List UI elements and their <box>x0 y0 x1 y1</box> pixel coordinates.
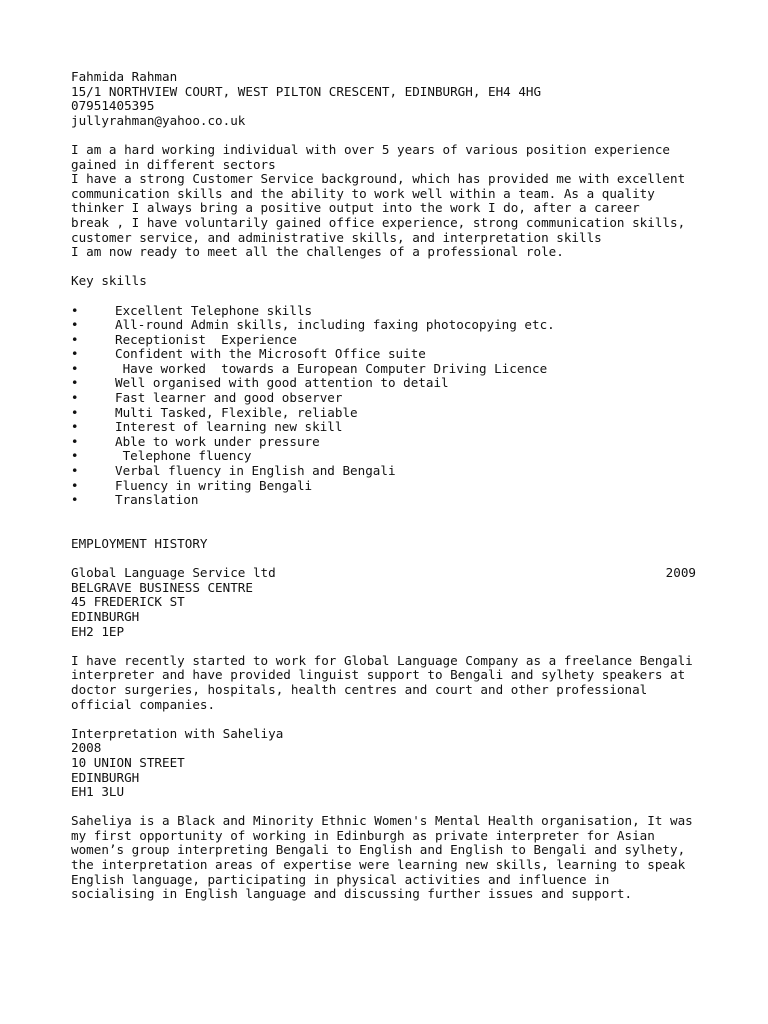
bullet-icon: • <box>71 404 79 420</box>
list-item <box>71 333 696 348</box>
employer-address-line: EDINBURGH <box>71 769 140 785</box>
bullet-icon: • <box>71 346 79 362</box>
profile-line: I am now ready to meet all the challenges of a professional role. <box>71 244 564 260</box>
bullet-icon: • <box>71 375 79 391</box>
bullet-icon: • <box>71 317 79 333</box>
skill-text: Receptionist Experience <box>115 331 297 347</box>
list-item <box>71 362 696 377</box>
profile-summary <box>71 143 696 260</box>
bullet-icon: • <box>71 302 79 318</box>
employer-address-line: EDINBURGH <box>71 608 140 624</box>
list-item <box>71 420 696 435</box>
skill-text: Excellent Telephone skills <box>115 302 313 318</box>
list-item <box>71 479 696 494</box>
bullet-icon: • <box>71 390 79 406</box>
skill-text: All-round Admin skills, including faxing photocopying etc. <box>115 317 555 333</box>
list-item <box>71 449 696 464</box>
employer-address-line: BELGRAVE BUSINESS CENTRE <box>71 579 253 595</box>
bullet-icon: • <box>71 448 79 464</box>
job-description-line: doctor surgeries, hospitals, health centres and court and other professional <box>71 681 648 697</box>
skill-text: Able to work under pressure <box>115 433 320 449</box>
employer-address-line: EH1 3LU <box>71 784 125 800</box>
list-item <box>71 318 696 333</box>
profile-line: I am a hard working individual with over 5 years of various position experience <box>71 141 670 157</box>
skill-text: Have worked towards a European Computer Driving Licence <box>115 360 548 376</box>
bullet-icon: • <box>71 463 79 479</box>
email-address: jullyrahman@yahoo.co.uk <box>71 112 246 128</box>
skills-list <box>71 304 696 508</box>
job-description-line: interpreter and have provided linguist support to Bengali and sylhety speakers at <box>71 667 686 683</box>
job-description-line: I have recently started to work for Global Language Company as a freelance Bengali <box>71 652 693 668</box>
profile-line: I have a strong Customer Service background, which has provided me with excellent <box>71 171 686 187</box>
skill-text: Multi Tasked, Flexible, reliable <box>115 404 358 420</box>
list-item <box>71 376 696 391</box>
job-entry-saheliya <box>71 727 696 902</box>
skill-text: Confident with the Microsoft Office suite <box>115 346 426 362</box>
candidate-name: Fahmida Rahman <box>71 69 178 84</box>
profile-line: thinker I always bring a positive output into the work I do, after a career <box>71 200 640 216</box>
profile-line: break , I have voluntarily gained office experience, strong communication skills, <box>71 214 686 230</box>
list-item <box>71 464 696 479</box>
job-description-line: my first opportunity of working in Edinburgh as private interpreter for Asian <box>71 827 655 843</box>
employer-address-line: EH2 1EP <box>71 623 125 639</box>
bullet-icon: • <box>71 477 79 493</box>
phone-number: 07951405395 <box>71 98 155 114</box>
job-description-line: English language, participating in physical activities and influence in <box>71 871 610 887</box>
bullet-icon: • <box>71 360 79 376</box>
list-item <box>71 347 696 362</box>
skill-text: Fast learner and good observer <box>115 390 343 406</box>
skill-text: Telephone fluency <box>115 448 252 464</box>
profile-line: gained in different sectors <box>71 156 276 172</box>
bullet-icon: • <box>71 492 79 508</box>
job-year: 2009 <box>665 565 696 581</box>
contact-block <box>71 70 696 128</box>
employer-address-line: 45 FREDERICK ST <box>71 594 185 610</box>
list-item <box>71 391 696 406</box>
employer-name: Global Language Service ltd <box>71 565 276 581</box>
profile-line: communication skills and the ability to work well within a team. As a quality <box>71 185 655 201</box>
skill-text: Fluency in writing Bengali <box>115 477 313 493</box>
job-description-line: Saheliya is a Black and Minority Ethnic Women's Mental Health organisation, It was <box>71 813 693 829</box>
bullet-icon: • <box>71 419 79 435</box>
list-item <box>71 435 696 450</box>
list-item <box>71 493 696 508</box>
profile-line: customer service, and administrative skills, and interpretation skills <box>71 229 602 245</box>
job-description-line: women’s group interpreting Bengali to English and English to Bengali and sylhety, <box>71 842 686 858</box>
job-description-line: socialising in English language and discussing further issues and support. <box>71 886 633 902</box>
skills-heading: Key skills <box>71 273 147 289</box>
bullet-icon: • <box>71 433 79 449</box>
job-title-row <box>71 566 696 581</box>
employer-name: Interpretation with Saheliya <box>71 725 284 741</box>
job-year: 2008 <box>71 740 102 756</box>
list-item <box>71 304 696 319</box>
skill-text: Verbal fluency in English and Bengali <box>115 463 396 479</box>
skill-text: Interest of learning new skill <box>115 419 343 435</box>
list-item <box>71 406 696 421</box>
job-description-line: the interpretation areas of expertise were learning new skills, learning to speak <box>71 857 686 873</box>
skill-text: Well organised with good attention to detail <box>115 375 449 391</box>
job-entry-global-language <box>71 566 696 712</box>
postal-address: 15/1 NORTHVIEW COURT, WEST PILTON CRESCENT, EDINBURGH, EH4 4HG <box>71 83 542 99</box>
job-description-line: official companies. <box>71 696 216 712</box>
employment-heading: EMPLOYMENT HISTORY <box>71 536 208 551</box>
skill-text: Translation <box>115 492 199 508</box>
bullet-icon: • <box>71 331 79 347</box>
employer-address-line: 10 UNION STREET <box>71 754 185 770</box>
cv-document <box>71 70 696 902</box>
